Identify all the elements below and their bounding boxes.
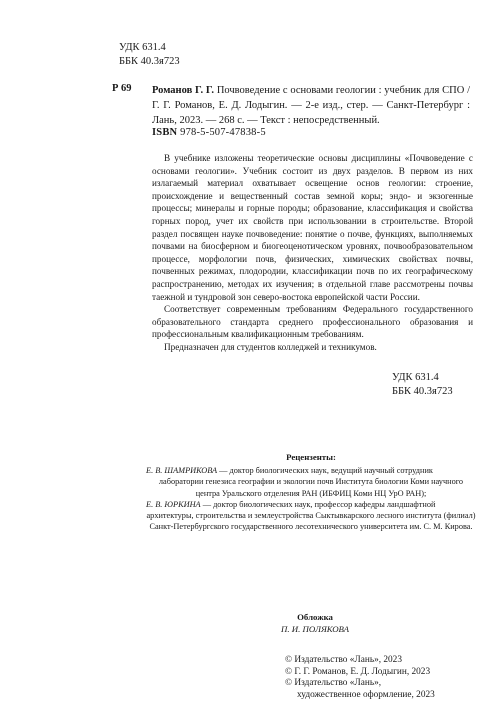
reviewers-title: Рецензенты: xyxy=(286,452,336,462)
author-name: Романов Г. Г. xyxy=(152,85,215,96)
copyright-line: © Г. Г. Романов, Е. Д. Лодыгин, 2023 xyxy=(285,666,431,677)
author-mark: Р 69 xyxy=(112,83,132,94)
annotation-paragraph: Соответствует современным требованиям Федерального государственного образовательного стандарта среднего профессионального образования и профессиональным квалификационным требованиям. xyxy=(152,304,473,340)
reviewer-position: — доктор биологических наук, профессор кафедры ландшафтной xyxy=(200,499,436,509)
copyright-line: художественное оформление, 2023 xyxy=(297,689,435,700)
reviewer-entry xyxy=(146,499,476,533)
udk-code: УДК 631.4 xyxy=(119,42,166,53)
bibliographic-record xyxy=(152,83,470,128)
annotation-paragraph: Предназначен для студентов колледжей и техникумов. xyxy=(164,341,377,352)
cover-designer: П. И. ПОЛЯКОВА xyxy=(281,624,349,634)
reviewer-name: Е. В. ШАМРИКОВА xyxy=(146,466,218,476)
bbk-code: ББК 40.3я723 xyxy=(392,386,453,397)
annotation xyxy=(152,152,473,354)
reviewer-affiliation: архитектуры, строительства и землеустройства Сыктывкарского лесного института (филиал) Санкт-Петербургского государственного лесотехнического университета им. С. М. Кирова. xyxy=(146,511,476,532)
copyright-line: © Издательство «Лань», 2023 xyxy=(285,655,402,665)
isbn-label: ISBN xyxy=(152,127,178,138)
isbn xyxy=(152,127,266,138)
bibliographic-description: Почвоведение с основами геологии : учебник для СПО / Г. Г. Романов, Е. Д. Лодыгин. — 2-е изд., стер. — Санкт-Петербург : Лань, 2023. — 268 с. — Текст : непосредственный. xyxy=(152,85,470,126)
annotation-paragraph: В учебнике изложены теоретические основы дисциплины «Почвоведение с основами геологии». Учебник состоит из двух разделов. В первом из них излагаемый материал охватывает освещение основ геологии: строение, происхождение и вещественный состав земной коры; эндо- и экзогенные процессы; минералы и горные породы; образование, классификация и свойства горных пород, учет их свойств при использовании в строительстве. Второй раздел посвящен науке почвоведение: понятие о почве, функциях, выполняемых почвами на биосферном и биогеоценотическом уровнях, почвообразовательном процессе, морфологии почв, физических, химических свойствах почвы, почвенных режимах, плодородии, классификации почв по их географическому распространению, методах их изучения; в отдельной главе рассмотрены почвы таежной и тундровой зон северо-востока европейской части России. xyxy=(152,153,473,302)
reviewer-position: — доктор биологических наук, ведущий научный сотрудник xyxy=(217,466,433,476)
udc-block-bottom xyxy=(392,371,453,399)
udc-block-top xyxy=(119,41,180,69)
reviewer-affiliation: лаборатории генезиса географии и экологии почв Института биологии Коми научного центра Уральского отделения РАН (ИБФИЦ Коми НЦ УрО РАН); xyxy=(158,477,464,498)
reviewers-section xyxy=(146,452,476,532)
udk-code: УДК 631.4 xyxy=(392,372,439,383)
cover-credit xyxy=(150,611,480,635)
reviewer-name: Е. В. ЮРКИНА xyxy=(146,499,201,509)
cover-title: Обложка xyxy=(297,612,333,622)
reviewer-entry xyxy=(146,465,476,499)
copyright-block xyxy=(285,655,435,701)
isbn-value: 978-5-507-47838-5 xyxy=(180,127,266,138)
bbk-code: ББК 40.3я723 xyxy=(119,56,180,67)
copyright-line: © Издательство «Лань», xyxy=(285,678,382,688)
